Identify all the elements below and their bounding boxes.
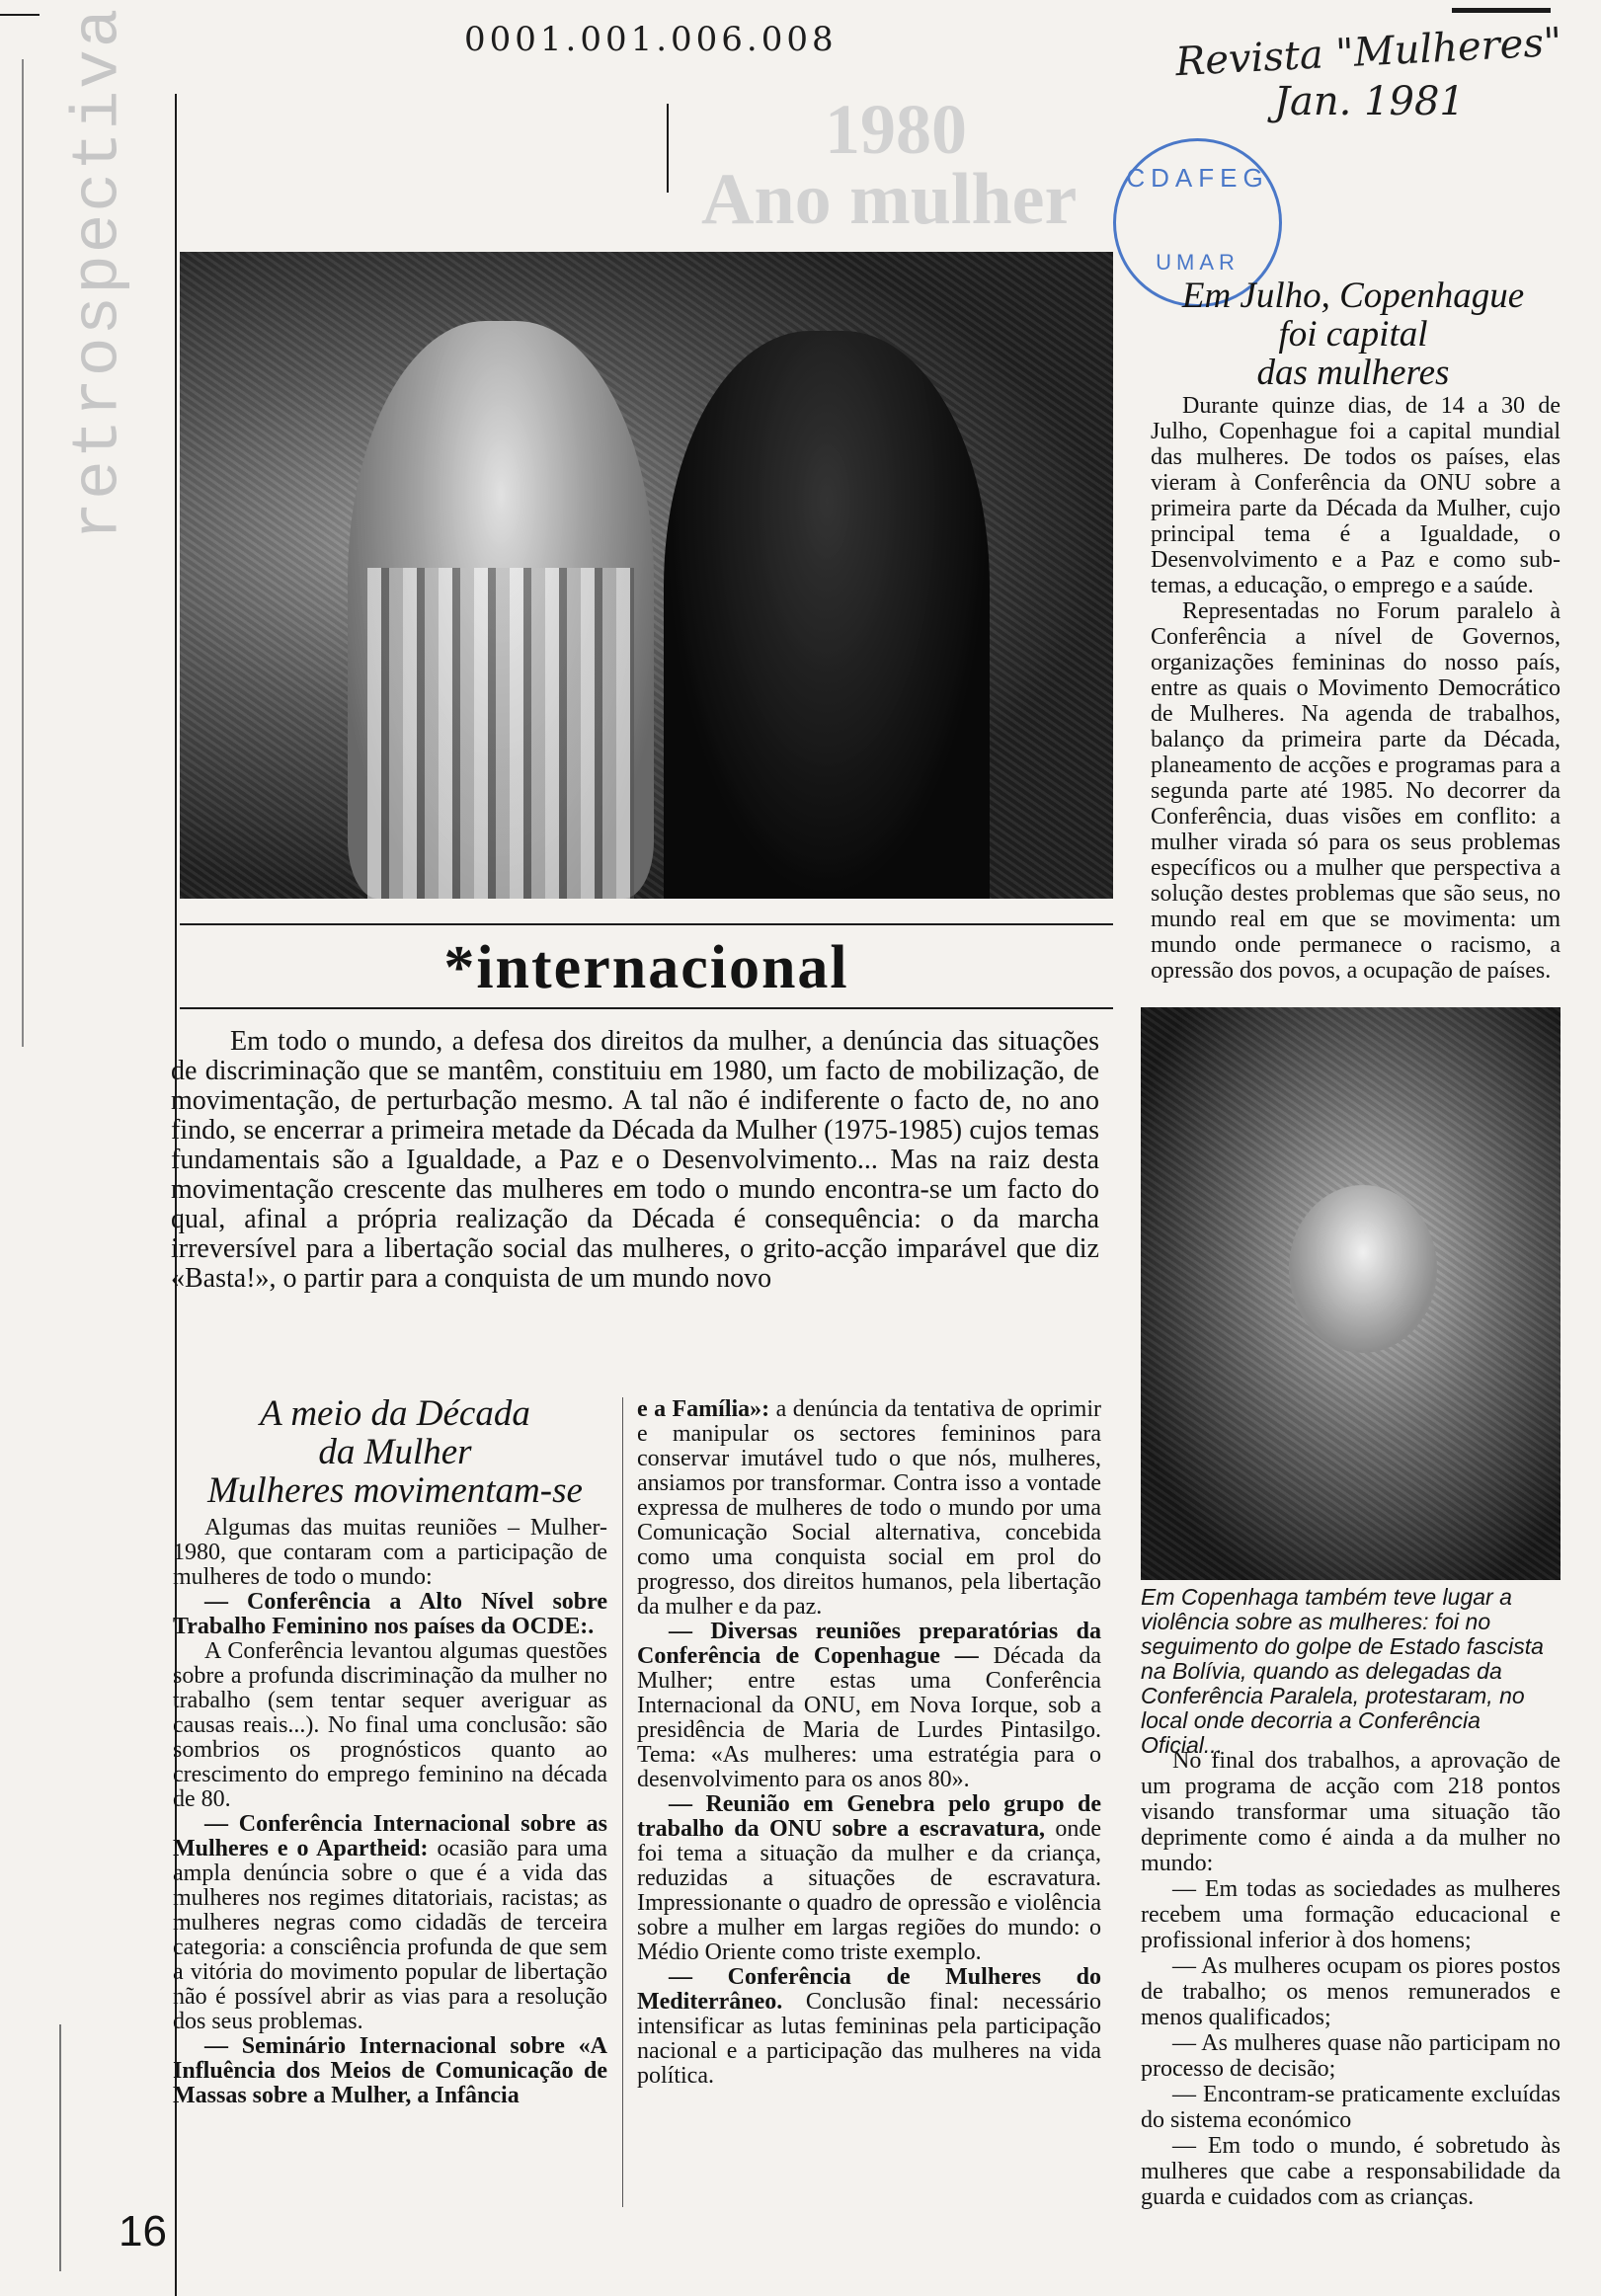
left-headline-line1: A meio da Década — [260, 1393, 530, 1434]
side-label: retrospectiva — [61, 6, 136, 541]
middle-paragraph-0: a denúncia da tentativa de oprimir e manipular os sectores femininos para conservar imutável tudo o que nós, mulheres, ansiamos por transformar. Contra isso a vontade expressa de mulheres de todo o mundo por uma Comunicação Social alternativa, concebida como uma conquista social em prol do progresso, dos direitos humanos, pela libertação da mulher e da paz. — [637, 1396, 1101, 1620]
middle-bold-0: e a Família»: — [637, 1396, 770, 1422]
corner-bar-top-right — [1452, 8, 1551, 13]
left-bold-3: — Seminário Internacional sobre «A Influência dos Meios de Comunicação de Massas sobre a Mulher, a Infância — [173, 2033, 607, 2108]
right-headline — [1136, 277, 1570, 392]
middle-bold-3: — Conferência de Mulheres do Mediterrâneo. — [637, 1964, 1101, 2015]
right-item-3: — As mulheres quase não participam no processo de decisão; — [1141, 2030, 1561, 2082]
middle-paragraph-1: Década da Mulher; entre estas uma Conferência Internacional da ONU, em Nova Iorque, sob a presidência de Maria de Lurdes Pintasilgo. Tema: «As mulheres: uma estratégia para o desenvolvimento para os anos 80». — [637, 1643, 1102, 1792]
left-article-body — [173, 1516, 607, 2108]
right-paragraph-1: Durante quinze dias, de 14 a 30 de Julho, Copenhague foi a capital mundial das mulheres. De todos os países, elas vieram à Conferência da ONU sobre a primeira parte da Década da Mulher, cujo principal tema é a Igualdade, o Desenvolvimento e a Paz e como sub-temas, a educação, o emprego e a saúde. — [1151, 393, 1561, 598]
left-headline-line3: Mulheres movimentam-se — [207, 1470, 583, 1511]
middle-article-body — [637, 1397, 1101, 2089]
archive-code: 0001.001.006.008 — [464, 20, 838, 59]
handwritten-date: Jan. 1981 — [1274, 79, 1465, 124]
seal-bottom-text: UMAR — [1156, 250, 1240, 275]
right-article-body-lower — [1141, 1748, 1561, 2210]
left-headline-line2: da Mulher — [318, 1432, 472, 1472]
page-number: 16 — [119, 2207, 167, 2256]
header-divider — [667, 104, 669, 193]
left-headline — [173, 1394, 617, 1510]
column-divider — [622, 1397, 623, 2207]
seal-top-text: CDAFEG — [1126, 163, 1269, 193]
right-item-4: — Encontram-se praticamente excluídas do sistema económico — [1141, 2082, 1561, 2133]
right-headline-line1: Em Julho, Copenhague — [1181, 276, 1525, 316]
section-rule-top — [180, 923, 1113, 925]
photo-caption: Em Copenhaga também teve lugar a violência sobre as mulheres: foi no seguimento do golpe de Estado fascista na Bolívia, quando as delegadas da Conferência Paralela, protestaram, no local onde decorria a Conferência Oficial... — [1141, 1584, 1544, 1758]
intro-text — [171, 1027, 1099, 1294]
section-rule-bottom — [180, 1007, 1113, 1009]
right-item-2: — As mulheres ocupam os piores postos de trabalho; os menos remunerados e menos qualificados; — [1141, 1953, 1561, 2030]
intro-paragraph: Em todo o mundo, a defesa dos direitos da mulher, a denúncia das situações de discriminação que se mantêm, constituiu em 1980, um facto de mobilização, de movimentação, de perturbação mesmo. A tal não é indiferente o facto de, no ano findo, se encerrar a primeira metade da Década da Mulher (1975-1985) cujos temas fundamentais são a Igualdade, a Paz e o Desenvolvimento... Mas na raiz desta movimentação crescente das mulheres em todo o mundo encontra-se um facto do qual, afinal a própria realização da Década é consequência: o da marcha irreversível para a libertação social das mulheres, o grito-acção imparável que diz «Basta!», o partir para a conquista de um mundo novo — [171, 1026, 1099, 1294]
section-title: *internacional — [443, 934, 849, 1001]
left-paragraph-1: Algumas das muitas reuniões – Mulher-1980, que contaram com a participação de mulheres de todo o mundo: — [173, 1515, 607, 1590]
header-title: Ano mulher — [701, 159, 1078, 240]
margin-line-left — [22, 59, 24, 1047]
photo-women-crowd — [180, 252, 1113, 899]
left-bold-2: — Conferência Internacional sobre as Mulheres e o Apartheid: — [173, 1811, 607, 1861]
header-year: 1980 — [825, 90, 967, 169]
left-bold-1: — Conferência a Alto Nível sobre Trabalho Feminino nos países da OCDE:. — [173, 1589, 607, 1639]
left-paragraph-2: A Conferência levantou algumas questões sobre a profunda discriminação da mulher no trabalho (sem tentar sequer averiguar as causas reais...). No final uma conclusão: são sombrios os prognósticos quanto ao crescimento do emprego feminino na década de 80. — [173, 1638, 607, 1812]
middle-bold-2: — Reunião em Genebra pelo grupo de trabalho da ONU sobre a escravatura, — [637, 1791, 1101, 1842]
right-headline-line3: das mulheres — [1256, 353, 1450, 393]
handwritten-source: Revista "Mulheres" — [1174, 19, 1563, 86]
margin-line-left-lower — [59, 2024, 61, 2271]
photo-bolivia-protest — [1141, 1007, 1561, 1580]
right-headline-line2: foi capital — [1278, 314, 1428, 355]
right-item-1: — Em todas as sociedades as mulheres recebem uma formação educacional e profissional inferior à dos homens; — [1141, 1876, 1561, 1953]
right-item-5: — Em todo o mundo, é sobretudo às mulheres que cabe a responsabilidade da guarda e cuidados com as crianças. — [1141, 2133, 1561, 2210]
middle-paragraph-2: onde foi tema a situação da mulher e da criança, reduzidas a situações de escravatura. Impressionante o quadro de opressão e violência sobre a mulher em largas regiões do mundo: o Médio Oriente como triste exemplo. — [637, 1816, 1102, 1965]
middle-paragraph-3: Conclusão final: necessário intensificar as lutas femininas pela participação nacional e a participação das mulheres na vida política. — [637, 1989, 1102, 2089]
left-paragraph-3: ocasião para uma ampla denúncia sobre o que é a vida das mulheres nos regimes ditatoriais, racistas; as mulheres negras como cidadãs de terceira categoria: a consciência profunda de que sem a vitória do movimento popular de libertação não é possível abrir as vias para a resolução dos seus problemas. — [173, 1836, 607, 2034]
right-final-paragraph: No final dos trabalhos, a aprovação de um programa de acção com 218 pontos visando transformar uma situação tão deprimente como é ainda a da mulher no mundo: — [1141, 1748, 1561, 1876]
right-paragraph-2: Representadas no Forum paralelo à Conferência a nível de Governos, organizações femininas do nosso país, entre as quais o Movimento Democrático de Mulheres. Na agenda de trabalhos, balanço da primeira parte da Década, planeamento de acções e programas para a segunda parte até 1985. No decorrer da Conferência, duas visões em conflito: a mulher virada só para os seus problemas específicos ou a mulher que perspectiva a solução destes problemas que são seus, no mundo real em que se movimenta: um mundo onde permanece o racismo, a opressão dos povos, a ocupação de países. — [1151, 598, 1561, 984]
right-article-body — [1151, 393, 1561, 984]
middle-bold-1: — Diversas reuniões preparatórias da Conferência de Copenhague — — [637, 1619, 1101, 1669]
margin-line-top-left — [0, 14, 40, 16]
